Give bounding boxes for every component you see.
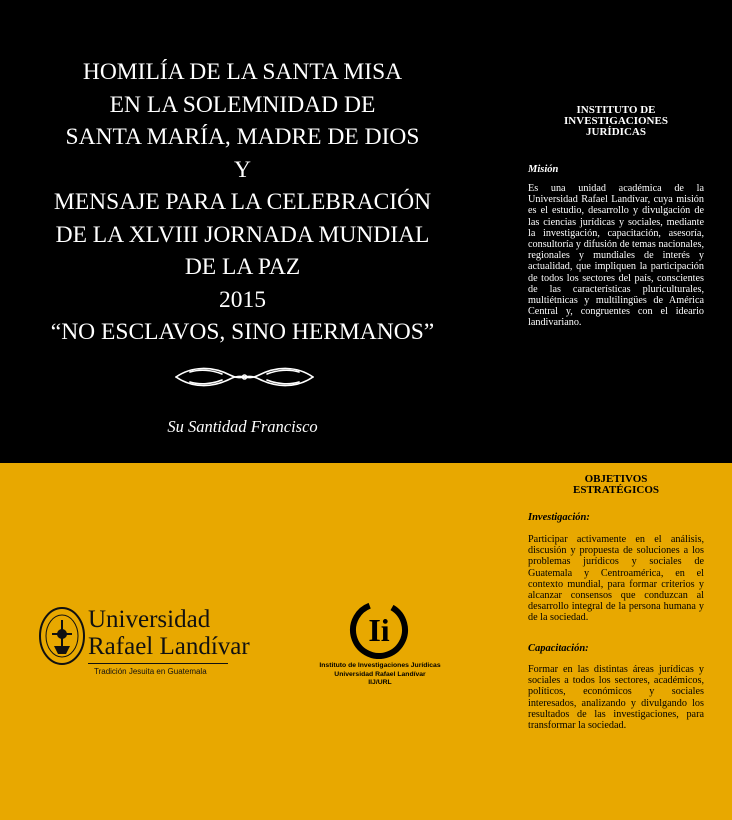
university-line: Universidad: [88, 606, 211, 633]
title-line: DE LA PAZ: [184, 254, 301, 280]
flourish-ornament-icon: [172, 364, 317, 390]
mision-text: Es una unidad académica de la Universidad Rafael Landívar, cuya misión es el estudio, desarrollo y divulgación de las ciencias jurídicas y sociales, mediante la investigación, capacitación, asesoría, consultoría y difusión de temas nacionales, regionales y mundiales de interés y actualidad, que impliquen la participación de todos los sectores del país, conscientes de las características pluriculturales, multiétnicas y multilingües de América Central y, congruentes con el ideario landivariano.: [528, 183, 704, 329]
iij-line: IIJ/URL: [368, 679, 392, 686]
university-logo-text: [88, 606, 250, 660]
title-line: HOMILÍA DE LA SANTA MISA: [82, 59, 403, 85]
institute-title: [528, 105, 704, 138]
cover-title: [0, 56, 485, 349]
objectives-title-line: OBJETIVOS: [584, 473, 648, 485]
university-tagline: Tradición Jesuita en Guatemala: [94, 667, 207, 676]
iij-mark: Ii: [368, 612, 390, 648]
mision-label: Misión: [528, 164, 559, 175]
institute-title-line: JURÍDICAS: [586, 126, 646, 138]
title-line: DE LA XLVIII JORNADA MUNDIAL: [55, 221, 430, 248]
objectives-title: [528, 474, 704, 496]
iij-line: Instituto de Investigaciones Jurídicas: [319, 662, 441, 669]
university-seal-icon: [38, 606, 86, 666]
logo-divider: [88, 663, 228, 664]
title-line: EN LA SOLEMNIDAD DE: [109, 91, 376, 118]
institute-title-line: INSTITUTO DE: [576, 104, 656, 116]
iij-line: Universidad Rafael Landívar: [334, 670, 426, 678]
university-line: Rafael Landívar: [88, 633, 250, 660]
title-line: SANTA MARÍA, MADRE DE DIOS: [65, 124, 420, 150]
author-name: Su Santidad Francisco: [167, 417, 318, 436]
investigacion-text: Participar activamente en el análisis, discusión y propuesta de soluciones a los problemas jurídicos y sociales de Guatemala y Centroamérica, en el contexto mundial, para formar criterios y alcanzar consensos que conduzcan al desarrollo integral de la persona humana y de la sociedad.: [528, 534, 704, 624]
investigacion-label: Investigación:: [528, 512, 590, 523]
capacitacion-label: Capacitación:: [528, 643, 589, 654]
capacitacion-text: Formar en las distintas áreas jurídicas y sociales a todos los sectores, académicos, políticos, económicos y sociales interesados, analizando y divulgando los resultados de las investigaciones, para transformar la sociedad.: [528, 664, 704, 732]
iij-caption: [300, 662, 460, 688]
title-line: “NO ESCLAVOS, SINO HERMANOS”: [50, 319, 435, 345]
iij-logo-icon: [346, 601, 412, 659]
institute-title-line: INVESTIGACIONES: [564, 115, 668, 127]
title-line: 2015: [219, 286, 266, 313]
objectives-title-line: ESTRATÉGICOS: [573, 484, 659, 496]
title-line: MENSAJE PARA LA CELEBRACIÓN: [53, 189, 432, 215]
title-line: Y: [234, 156, 251, 183]
